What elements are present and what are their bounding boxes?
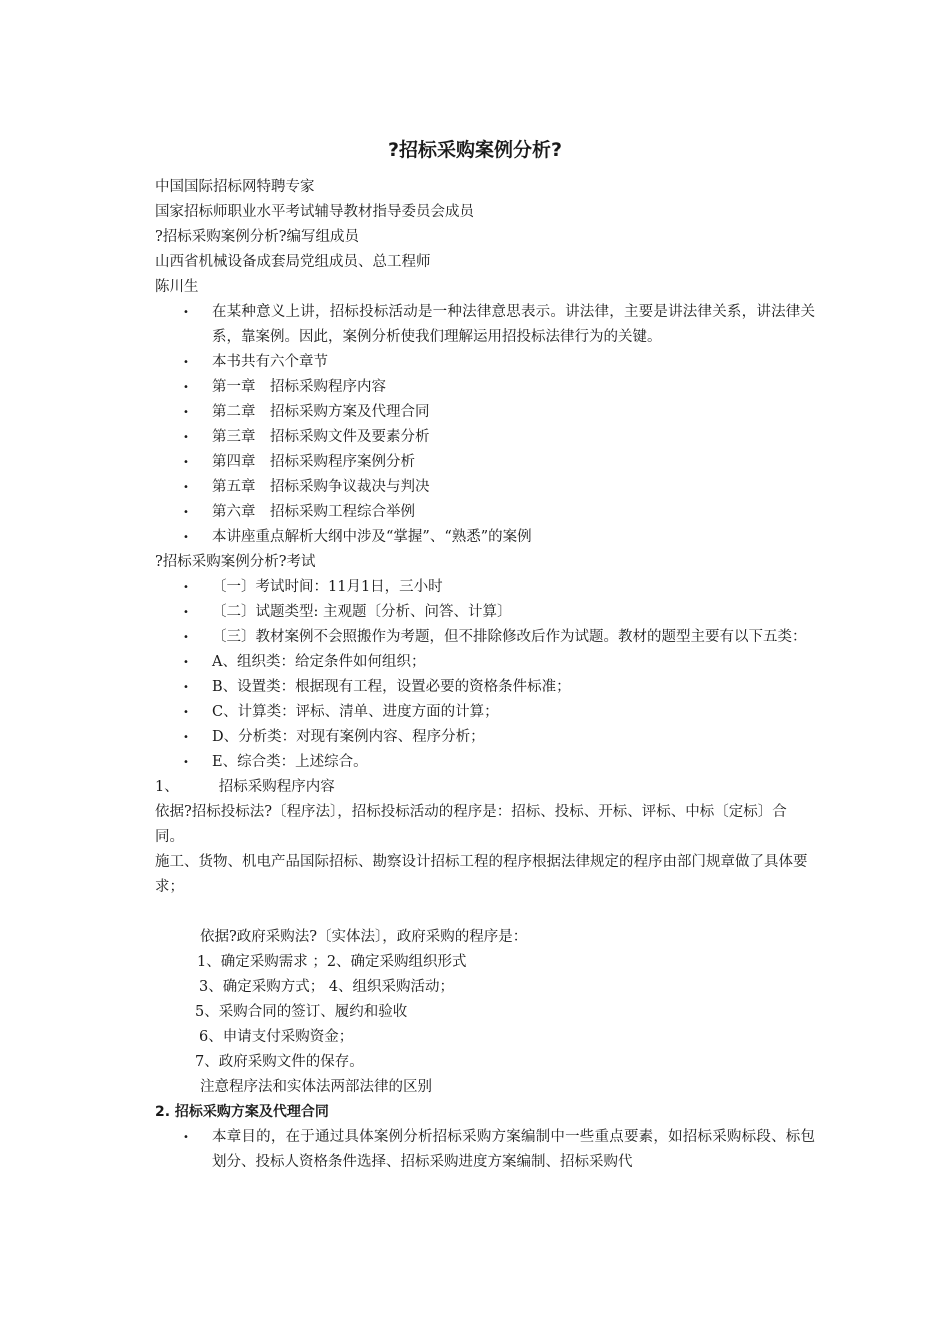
section-2-heading: 2. 招标采购方案及代理合同 [155, 1104, 329, 1120]
section-1-note: 注意程序法和实体法两部法律的区别 [200, 1079, 432, 1095]
list-item: • 第二章 招标采购方案及代理合同 [155, 400, 815, 425]
bullet-icon: • [183, 407, 189, 418]
list-item: • 第四章 招标采购程序案例分析 [155, 450, 815, 475]
document-title: ?招标采购案例分析? [387, 139, 563, 161]
list-item: • E、综合类：上述综合。 [155, 750, 815, 775]
bullet-icon: • [183, 382, 189, 393]
gov-procedure-step: 6、申请支付采购资金； [199, 1029, 354, 1045]
bullet-icon: • [183, 507, 189, 518]
list-item: • 第六章 招标采购工程综合举例 [155, 500, 815, 525]
list-item: • D、分析类：对现有案例内容、程序分析； [155, 725, 815, 750]
author-line: 国家招标师职业水平考试辅导教材指导委员会成员 [155, 204, 474, 220]
bullet-icon: • [183, 457, 189, 468]
section-number: 1、 [155, 779, 179, 795]
intro-bullet-list [155, 300, 815, 550]
list-item: • 在某种意义上讲，招标投标活动是一种法律意思表示。讲法律，主要是讲法律关系，讲法律关系，靠案例。因此，案例分析使我们理解运用招投标法律行为的关键。 [155, 300, 815, 350]
bullet-icon: • [183, 307, 189, 318]
list-item: • 第一章 招标采购程序内容 [155, 375, 815, 400]
bullet-icon: • [183, 532, 189, 543]
bullet-icon: • [183, 632, 189, 643]
bullet-icon: • [183, 607, 189, 618]
list-item: • 〔一〕考试时间：11月1日，三小时 [155, 575, 815, 600]
document-body [155, 175, 815, 1175]
list-item: • 第三章 招标采购文件及要素分析 [155, 425, 815, 450]
gov-procedure-intro: 依据?政府采购法?〔实体法〕，政府采购的程序是： [200, 929, 528, 945]
bullet-icon: • [183, 757, 189, 768]
bullet-icon: • [183, 657, 189, 668]
gov-procedure-step: 7、政府采购文件的保存。 [195, 1054, 364, 1070]
bullet-icon: • [183, 582, 189, 593]
gov-procedure-step: 5、采购合同的签订、履约和验收 [195, 1004, 408, 1020]
list-item: • 〔三〕教材案例不会照搬作为考题，但不排除修改后作为试题。教材的题型主要有以下五类： [155, 625, 815, 650]
bullet-icon: • [183, 732, 189, 743]
section-2-bullet-list [155, 1125, 815, 1175]
list-item: • 本章目的，在于通过具体案例分析招标采购方案编制中一些重点要素，如招标采购标段、标包划分、投标人资格条件选择、招标采购进度方案编制、招标采购代 [155, 1125, 815, 1175]
author-line: 中国国际招标网特聘专家 [155, 179, 315, 195]
gov-procedure-step: 1、确定采购需求 ；2、确定采购组织形式 [197, 954, 467, 970]
exam-bullet-list [155, 575, 815, 775]
gov-procedure-step: 3、确定采购方式； 4、组织采购活动； [199, 979, 455, 995]
bullet-icon: • [183, 1132, 189, 1143]
section-1-paragraph: 依据?招标投标法?〔程序法〕，招标投标活动的程序是：招标、投标、开标、评标、中标〔定标〕合同。 [155, 804, 787, 845]
list-item: • 〔二〕试题类型: 主观题〔分析、问答、计算〕 [155, 600, 815, 625]
bullet-icon: • [183, 357, 189, 368]
bullet-icon: • [183, 432, 189, 443]
author-line: ?招标采购案例分析?编写组成员 [155, 229, 360, 245]
list-item: • C、计算类：评标、清单、进度方面的计算； [155, 700, 815, 725]
author-name: 陈川生 [155, 279, 199, 295]
section-title: 招标采购程序内容 [218, 779, 335, 795]
blank-line [155, 900, 815, 925]
list-item: • 本讲座重点解析大纲中涉及“掌握”、“熟悉”的案例 [155, 525, 815, 550]
section-1-heading [155, 775, 815, 800]
bullet-icon: • [183, 682, 189, 693]
list-item: • B、设置类：根据现有工程，设置必要的资格条件标准； [155, 675, 815, 700]
list-item: • 第五章 招标采购争议裁决与判决 [155, 475, 815, 500]
list-item: • 本书共有六个章节 [155, 350, 815, 375]
bullet-icon: • [183, 707, 189, 718]
author-line: 山西省机械设备成套局党组成员、总工程师 [155, 254, 431, 270]
section-1-paragraph: 施工、货物、机电产品国际招标、勘察设计招标工程的程序根据法律规定的程序由部门规章做了具体要求； [155, 854, 808, 895]
exam-heading: ?招标采购案例分析?考试 [155, 554, 316, 570]
bullet-icon: • [183, 482, 189, 493]
list-item: • A、组织类：给定条件如何组织； [155, 650, 815, 675]
